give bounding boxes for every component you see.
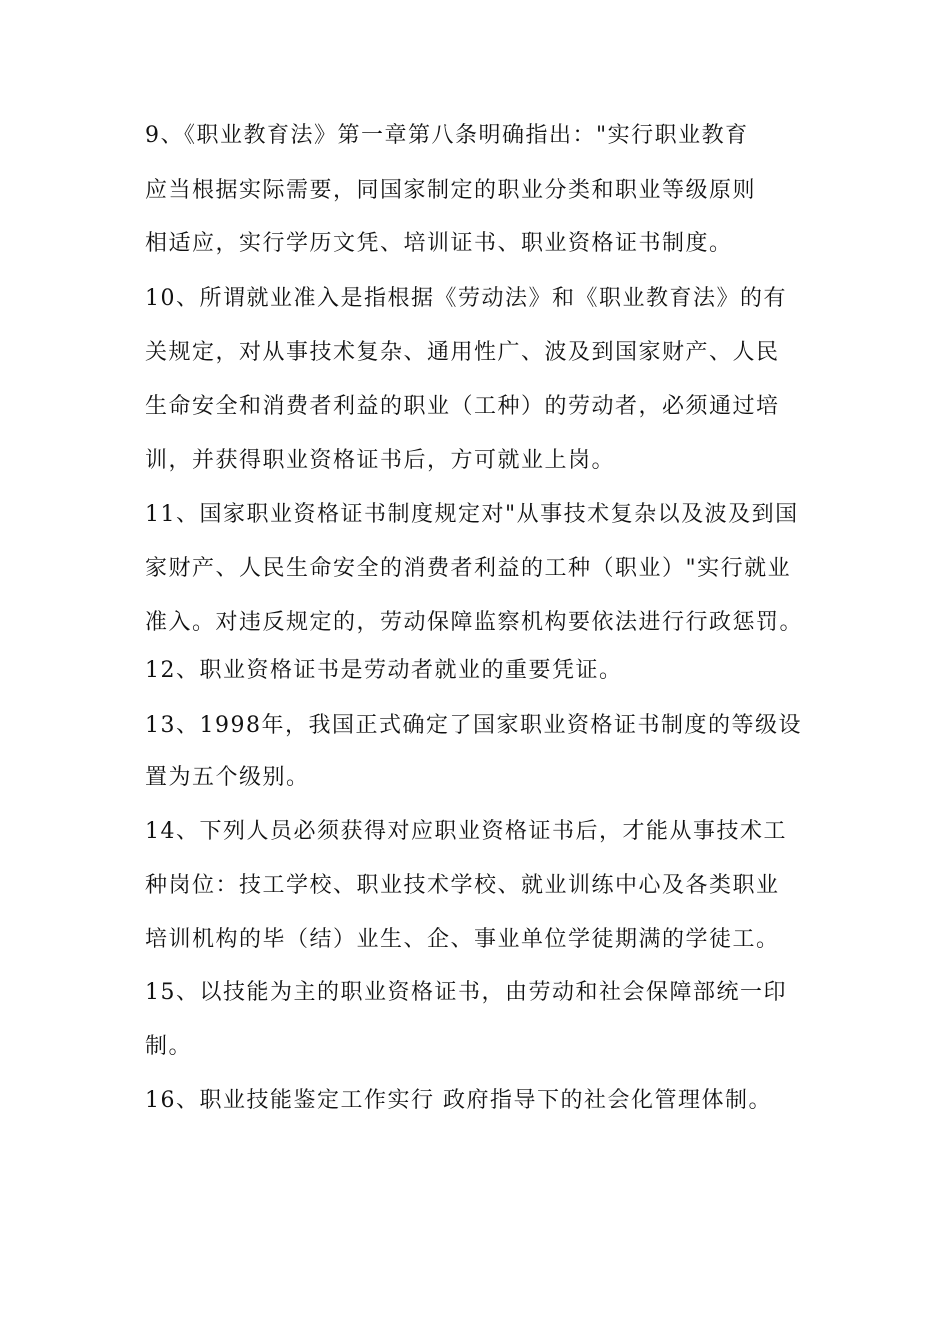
item-11-line-1: 11、国家职业资格证书制度规定对"从事技术复杂以及波及到国 <box>145 502 799 527</box>
item-14-line-3: 培训机构的毕（结）业生、企、事业单位学徒期满的学徒工。 <box>145 927 780 952</box>
item-14-line-2: 种岗位：技工学校、职业技术学校、就业训练中心及各类职业 <box>145 873 780 898</box>
item-10-line-2: 关规定，对从事技术复杂、通用性广、波及到国家财产、人民 <box>145 340 780 365</box>
item-13-line-1: 13、1998年，我国正式确定了国家职业资格证书制度的等级设 <box>145 713 802 738</box>
item-15-line-1: 15、以技能为主的职业资格证书，由劳动和社会保障部统一印 <box>145 980 787 1005</box>
item-10-line-1: 10、所谓就业准入是指根据《劳动法》和《职业教育法》的有 <box>145 286 787 311</box>
item-9-line-3: 相适应，实行学历文凭、培训证书、职业资格证书制度。 <box>145 231 733 256</box>
item-11-line-3: 准入。对违反规定的，劳动保障监察机构要依法进行行政惩罚。 <box>145 610 804 635</box>
item-9-line-1: 9、《职业教育法》第一章第八条明确指出："实行职业教育 <box>145 123 749 148</box>
item-11-line-2: 家财产、人民生命安全的消费者利益的工种（职业）"实行就业 <box>145 556 792 581</box>
item-9-line-2: 应当根据实际需要，同国家制定的职业分类和职业等级原则 <box>145 178 757 203</box>
item-16-line-1: 16、职业技能鉴定工作实行 政府指导下的社会化管理体制。 <box>145 1088 772 1113</box>
item-10-line-4: 训，并获得职业资格证书后，方可就业上岗。 <box>145 448 616 473</box>
item-14-line-1: 14、下列人员必须获得对应职业资格证书后，才能从事技术工 <box>145 819 787 844</box>
item-10-line-3: 生命安全和消费者利益的职业（工种）的劳动者，必须通过培 <box>145 394 780 419</box>
item-12-line-1: 12、职业资格证书是劳动者就业的重要凭证。 <box>145 658 623 683</box>
item-15-line-2: 制。 <box>145 1034 193 1059</box>
item-13-line-2: 置为五个级别。 <box>145 765 310 790</box>
